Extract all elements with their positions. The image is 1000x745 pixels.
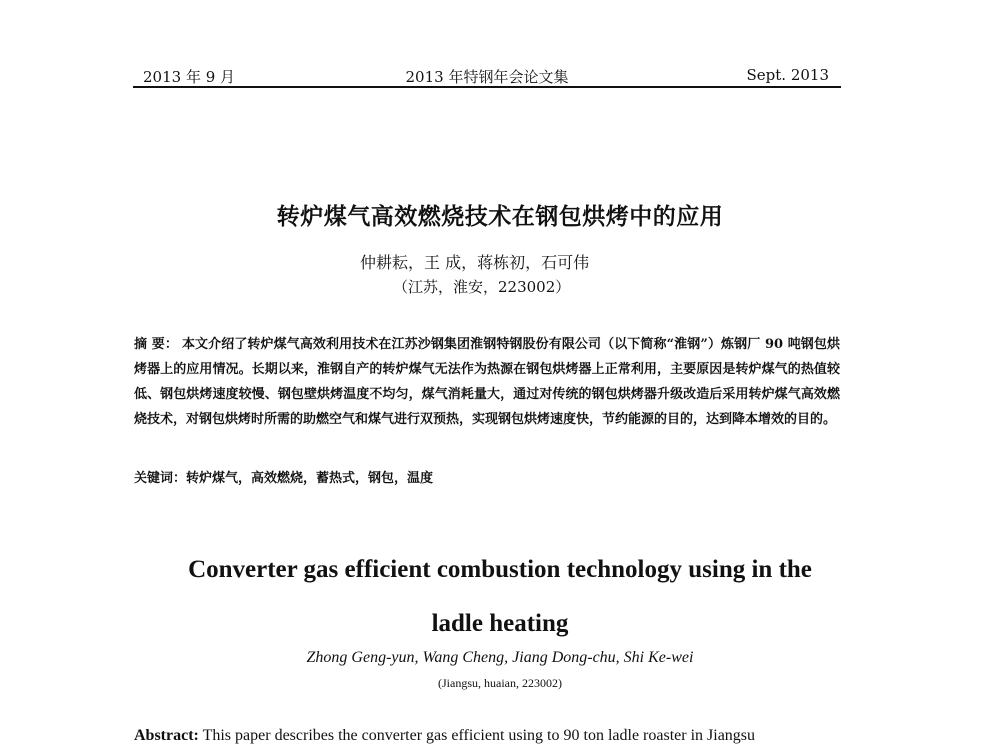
keywords-label-cn: 关键词： bbox=[134, 471, 187, 486]
running-header bbox=[133, 64, 841, 88]
keywords-cn bbox=[134, 467, 433, 486]
header-proceedings-title: 2013 年特钢年会论文集 bbox=[405, 68, 569, 86]
abstract-en bbox=[134, 727, 840, 745]
paper-title-en-line1: Converter gas efficient combustion technology using in the bbox=[188, 556, 812, 583]
paper-title-en bbox=[0, 543, 1000, 651]
paper-title-cn: 转炉煤气高效燃烧技术在钢包烘烤中的应用 bbox=[276, 204, 724, 230]
abstract-text-en: This paper describes the converter gas efficient using to 90 ton ladle roaster in Jiangsu bbox=[198, 727, 756, 744]
keywords-text-cn: 转炉煤气，高效燃烧，蓄热式，钢包，温度 bbox=[186, 471, 434, 486]
paper-title-en-line2: ladle heating bbox=[431, 610, 569, 637]
abstract-cn bbox=[134, 332, 840, 432]
header-date-cn: 2013 年 9 月 bbox=[143, 68, 236, 86]
affiliation-cn: （江苏，淮安，223002） bbox=[393, 278, 571, 296]
authors-cn: 仲耕耘，王 成，蒋栋初，石可伟 bbox=[360, 253, 590, 272]
affiliation-en: (Jiangsu, huaian, 223002) bbox=[438, 676, 562, 690]
header-date-en: Sept. 2013 bbox=[746, 66, 829, 84]
abstract-text-cn: 本文介绍了转炉煤气高效利用技术在江苏沙钢集团淮钢特钢股份有限公司（以下简称“淮钢”）炼钢厂 90 吨钢包烘烤器上的应用情况。长期以来，淮钢自产的转炉煤气无法作为热源在钢包烘烤器上正常利用，主要原因是转炉煤气的热值较低、钢包烘烤速度较慢、钢包壁烘烤温度不均匀，煤气消耗量大，通过对传统的钢包烘烤器升级改造后采用转炉煤气高效燃烧技术，对钢包烘烤时所需的助燃空气和煤气进行双预热，实现钢包烘烤速度快，节约能源的目的，达到降本增效的目的。 bbox=[134, 337, 840, 427]
abstract-label-cn: 摘 要： bbox=[134, 337, 178, 352]
authors-en: Zhong Geng-yun, Wang Cheng, Jiang Dong-chu, Shi Ke-wei bbox=[306, 649, 694, 666]
abstract-label-en: Abstract: bbox=[134, 727, 199, 744]
